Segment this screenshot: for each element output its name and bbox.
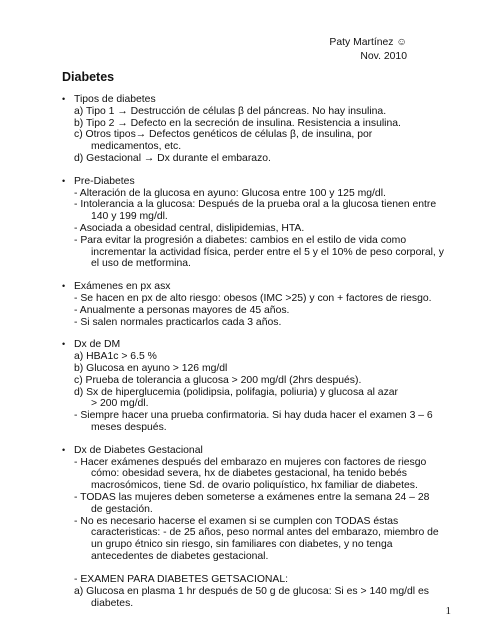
section	[62, 281, 432, 328]
section-title	[62, 176, 422, 188]
bullet-icon: •	[62, 175, 66, 186]
section	[62, 444, 439, 610]
text-line: meses después.	[91, 421, 167, 433]
text-line: - EXAMEN PARA DIABETES GETSACIONAL:	[74, 574, 289, 586]
text-line: cómo: obesidad severa, hx de diabetes gestacional, ha tenido bebés	[91, 468, 407, 480]
section-title-text: Tipos de diabetes	[74, 94, 156, 105]
text-line: a) HBA1c > 6.5 %	[74, 351, 157, 363]
text-line: a) Tipo 1 → Destrucción de células β del páncreas. No hay insulina.	[74, 105, 387, 117]
text-line: un grupo étnico sin riesgo, sin familiares con diabetes, y no tenga	[91, 539, 393, 551]
text-line: > 200 mg/dl.	[91, 398, 149, 410]
bullet-icon: •	[62, 444, 66, 455]
text-line: a) Glucosa en plasma 1 hr después de 50 g de glucosa: Si es > 140 mg/dl es	[74, 586, 429, 598]
bullet-icon: •	[62, 281, 66, 292]
section-title	[62, 281, 422, 293]
section	[62, 175, 444, 270]
section-title-text: Exámenes en px asx	[74, 281, 171, 293]
text-line: de gestación.	[91, 503, 153, 515]
section	[62, 94, 422, 165]
text-line: b) Tipo 2 → Defecto en la secreción de insulina. Resistencia a insulina.	[74, 117, 401, 129]
text-line: - Hacer exámenes después del embarazo en mujeres con factores de riesgo	[74, 456, 427, 468]
page-header	[329, 36, 407, 64]
section	[62, 339, 433, 433]
text-line: - Si salen normales practicarlos cada 3 años.	[74, 316, 282, 328]
section-title	[62, 445, 422, 457]
text-line: medicamentos, etc.	[91, 141, 182, 153]
bullet-icon: •	[62, 339, 66, 350]
text-line: incrementar la actividad física, perder entre el 5 y el 10% de peso corporal, y	[91, 246, 444, 258]
date-line: Nov. 2010	[360, 51, 407, 62]
text-line: caracteristicas: - de 25 años, peso normal antes del embarazo, miembro de	[91, 527, 439, 539]
text-line: antecedentes de diabetes gestacional.	[91, 550, 269, 562]
text-line: b) Glucosa en ayuno > 126 mg/dl	[74, 362, 228, 374]
author-line: Paty Martínez ☺	[329, 37, 407, 48]
document-body	[62, 94, 444, 621]
text-line: d) Sx de hiperglucemia (polidipsia, polifagia, poliuria) y glucosa al azar	[74, 386, 399, 398]
text-line: el uso de metformina.	[91, 258, 191, 270]
text-line: macrosómicos, tiene Sd. de ovario poliquístico, hx familiar de diabetes.	[91, 480, 418, 492]
text-line: d) Gestacional → Dx durante el embarazo.	[74, 152, 271, 164]
text-line: - Alteración de la glucosa en ayuno: Glucosa entre 100 y 125 mg/dl.	[74, 187, 386, 199]
text-line: - Asociada a obesidad central, dislipidemias, HTA.	[74, 222, 305, 234]
text-line: - No es necesario hacerse el examen si se cumplen con TODAS éstas	[74, 515, 399, 527]
text-line: - Se hacen en px de alto riesgo: obesos (IMC >25) y con + factores de riesgo.	[74, 292, 432, 304]
document-title: Diabetes	[62, 70, 115, 84]
text-line: - Para evitar la progresión a diabetes: cambios en el estilo de vida como	[74, 234, 407, 246]
text-line: - TODAS las mujeres deben someterse a exámenes entre la semana 24 – 28	[74, 491, 430, 503]
page-number: 1	[445, 605, 451, 617]
section-title	[62, 339, 422, 351]
text-line: - Anualmente a personas mayores de 45 años.	[74, 304, 290, 316]
text-line: - Siempre hacer una prueba confirmatoria. Si hay duda hacer el examen 3 – 6	[74, 410, 433, 422]
section-title	[62, 94, 422, 106]
text-line: c) Otros tipos→ Defectos genéticos de células β, de insulina, por	[74, 129, 373, 141]
section-title-text: Dx de DM	[74, 339, 121, 351]
bullet-icon: •	[62, 94, 66, 104]
section-title-text: Dx de Diabetes Gestacional	[74, 444, 203, 456]
blank-line	[62, 563, 422, 575]
section-title-text: Pre-Diabetes	[74, 175, 135, 187]
text-line: - Intolerancia a la glucosa: Después de la prueba oral a la glucosa tienen entre	[74, 199, 437, 211]
text-line: diabetes.	[91, 598, 134, 610]
text-line: 140 y 199 mg/dl.	[91, 211, 168, 223]
text-line: c) Prueba de tolerancia a glucosa > 200 mg/dl (2hrs después).	[74, 374, 362, 386]
